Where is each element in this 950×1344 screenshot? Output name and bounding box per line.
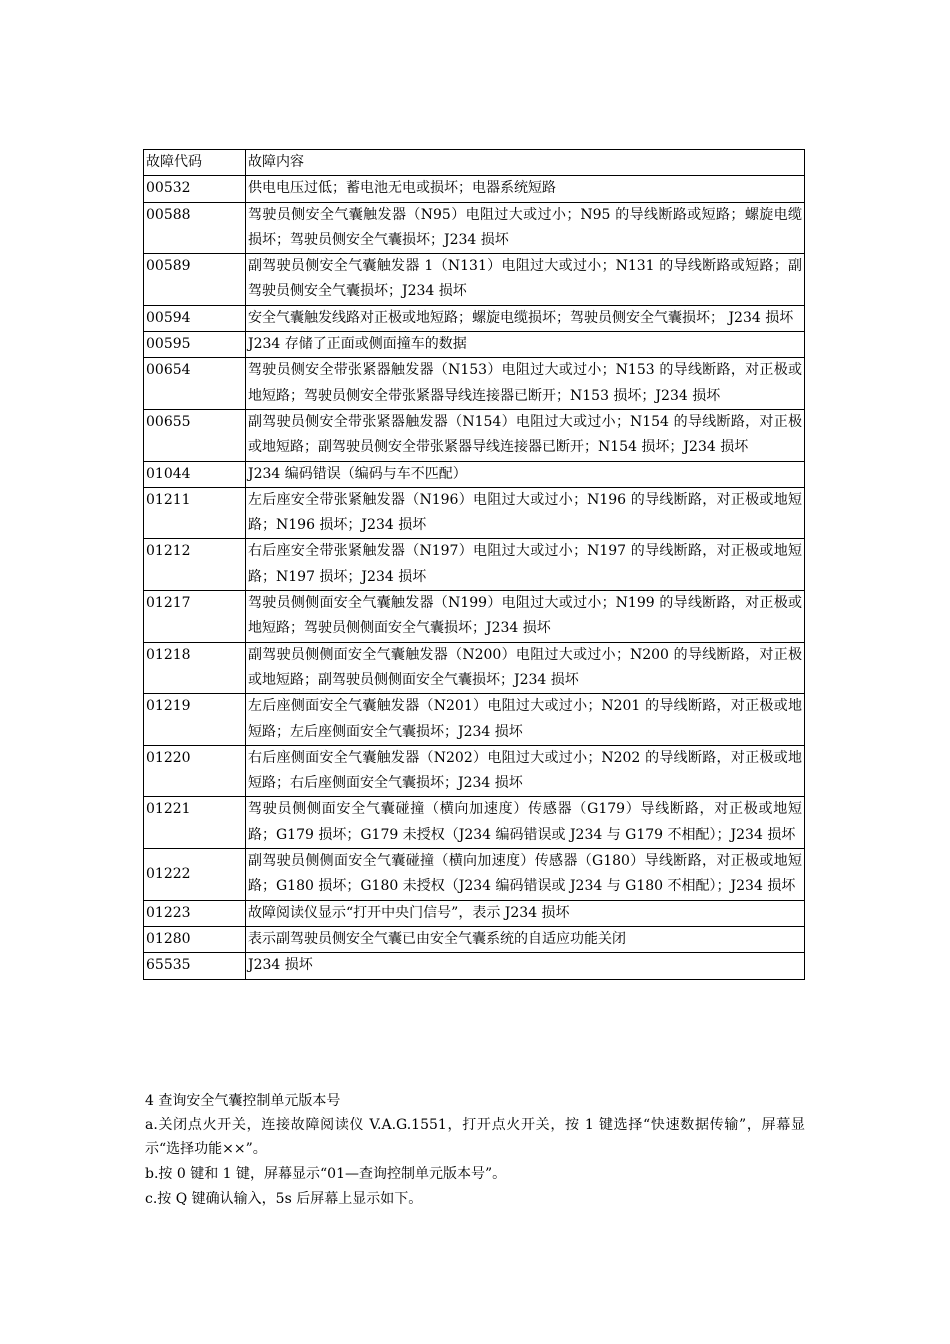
fault-code-cell: 01044 [144,461,246,487]
fault-code-cell: 65535 [144,953,246,979]
table-row [144,487,805,539]
table-row [144,305,805,331]
fault-code-cell: 01221 [144,797,246,849]
table-row [144,926,805,952]
table-row [144,797,805,849]
fault-code-cell: 00595 [144,332,246,358]
fault-code-cell: 01222 [144,849,246,901]
fault-content-cell: 驾驶员侧侧面安全气囊触发器（N199）电阻过大或过小；N199 的导线断路，对正极或地短路；驾驶员侧侧面安全气囊损坏；J234 损坏 [246,591,805,643]
fault-code-cell: 01223 [144,900,246,926]
fault-code-cell: 01212 [144,539,246,591]
fault-code-cell: 01220 [144,745,246,797]
table-header-row [144,150,805,176]
step-a-text: a.关闭点火开关，连接故障阅读仪 V.A.G.1551，打开点火开关，按 1 键选择“快速数据传输”，屏幕显示“选择功能××”。 [145,1117,805,1157]
fault-content-cell: 右后座侧面安全气囊触发器（N202）电阻过大或过小；N202 的导线断路，对正极或地短路；右后座侧面安全气囊损坏；J234 损坏 [246,745,805,797]
fault-content-cell: 驾驶员侧安全气囊触发器（N95）电阻过大或过小；N95 的导线断路或短路；螺旋电缆损坏；驾驶员侧安全气囊损坏；J234 损坏 [246,202,805,254]
header-fault-content: 故障内容 [246,150,805,176]
fault-content-cell: 副驾驶员侧安全带张紧器触发器（N154）电阻过大或过小；N154 的导线断路，对正极或地短路；副驾驶员侧安全带张紧器导线连接器已断开；N154 损坏；J234 损坏 [246,409,805,461]
header-fault-code: 故障代码 [144,150,246,176]
step-c-text: c.按 Q 键确认输入，5s 后屏幕上显示如下。 [145,1191,423,1207]
fault-content-cell: 供电电压过低；蓄电池无电或损坏；电器系统短路 [246,176,805,202]
fault-content-cell: 右后座安全带张紧触发器（N197）电阻过大或过小；N197 的导线断路，对正极或地短路；N197 损坏；J234 损坏 [246,539,805,591]
fault-code-cell: 01280 [144,926,246,952]
table-row [144,849,805,901]
fault-code-cell: 01211 [144,487,246,539]
step-b-text: b.按 0 键和 1 键，屏幕显示“01—查询控制单元版本号”。 [145,1166,507,1182]
table-row [144,202,805,254]
fault-content-cell: J234 存储了正面或侧面撞车的数据 [246,332,805,358]
table-row [144,694,805,746]
table-row [144,461,805,487]
table-row [144,900,805,926]
fault-content-cell: J234 编码错误（编码与车不匹配） [246,461,805,487]
table-row [144,953,805,979]
table-row [144,539,805,591]
fault-code-cell: 01218 [144,642,246,694]
fault-code-cell: 00532 [144,176,246,202]
table-row [144,591,805,643]
fault-content-cell: 副驾驶员侧侧面安全气囊碰撞（横向加速度）传感器（G180）导线断路，对正极或地短路；G180 损坏；G180 未授权（J234 编码错误或 J234 与 G180 不相配）；J234 损坏 [246,849,805,901]
fault-code-cell: 00654 [144,358,246,410]
table-row [144,745,805,797]
fault-content-cell: 表示副驾驶员侧安全气囊已由安全气囊系统的自适应功能关闭 [246,926,805,952]
table-row [144,358,805,410]
table-body [144,176,805,979]
table-row [144,642,805,694]
fault-code-cell: 01217 [144,591,246,643]
fault-code-cell: 00594 [144,305,246,331]
fault-content-cell: 左后座侧面安全气囊触发器（N201）电阻过大或过小；N201 的导线断路，对正极或地短路；左后座侧面安全气囊损坏；J234 损坏 [246,694,805,746]
fault-content-cell: J234 损坏 [246,953,805,979]
section-heading: 4 查询安全气囊控制单元版本号 [145,1093,341,1109]
fault-content-cell: 驾驶员侧安全带张紧器触发器（N153）电阻过大或过小；N153 的导线断路，对正极或地短路；驾驶员侧安全带张紧器导线连接器已断开；N153 损坏；J234 损坏 [246,358,805,410]
fault-content-cell: 驾驶员侧侧面安全气囊碰撞（横向加速度）传感器（G179）导线断路，对正极或地短路；G179 损坏；G179 未授权（J234 编码错误或 J234 与 G179 不相配）；J234 损坏 [246,797,805,849]
fault-code-cell: 00589 [144,254,246,306]
fault-content-cell: 副驾驶员侧安全气囊触发器 1（N131）电阻过大或过小；N131 的导线断路或短路；副驾驶员侧安全气囊损坏；J234 损坏 [246,254,805,306]
fault-content-cell: 左后座安全带张紧触发器（N196）电阻过大或过小；N196 的导线断路，对正极或地短路；N196 损坏；J234 损坏 [246,487,805,539]
table-row [144,254,805,306]
table-row [144,409,805,461]
table-row [144,332,805,358]
table-row [144,176,805,202]
fault-content-cell: 安全气囊触发线路对正极或地短路；螺旋电缆损坏；驾驶员侧安全气囊损坏； J234 损坏 [246,305,805,331]
fault-content-cell: 副驾驶员侧侧面安全气囊触发器（N200）电阻过大或过小；N200 的导线断路，对正极或地短路；副驾驶员侧侧面安全气囊损坏；J234 损坏 [246,642,805,694]
fault-code-cell: 00655 [144,409,246,461]
fault-code-cell: 00588 [144,202,246,254]
fault-code-table [143,149,805,980]
fault-code-cell: 01219 [144,694,246,746]
fault-content-cell: 故障阅读仪显示“打开中央门信号”，表示 J234 损坏 [246,900,805,926]
